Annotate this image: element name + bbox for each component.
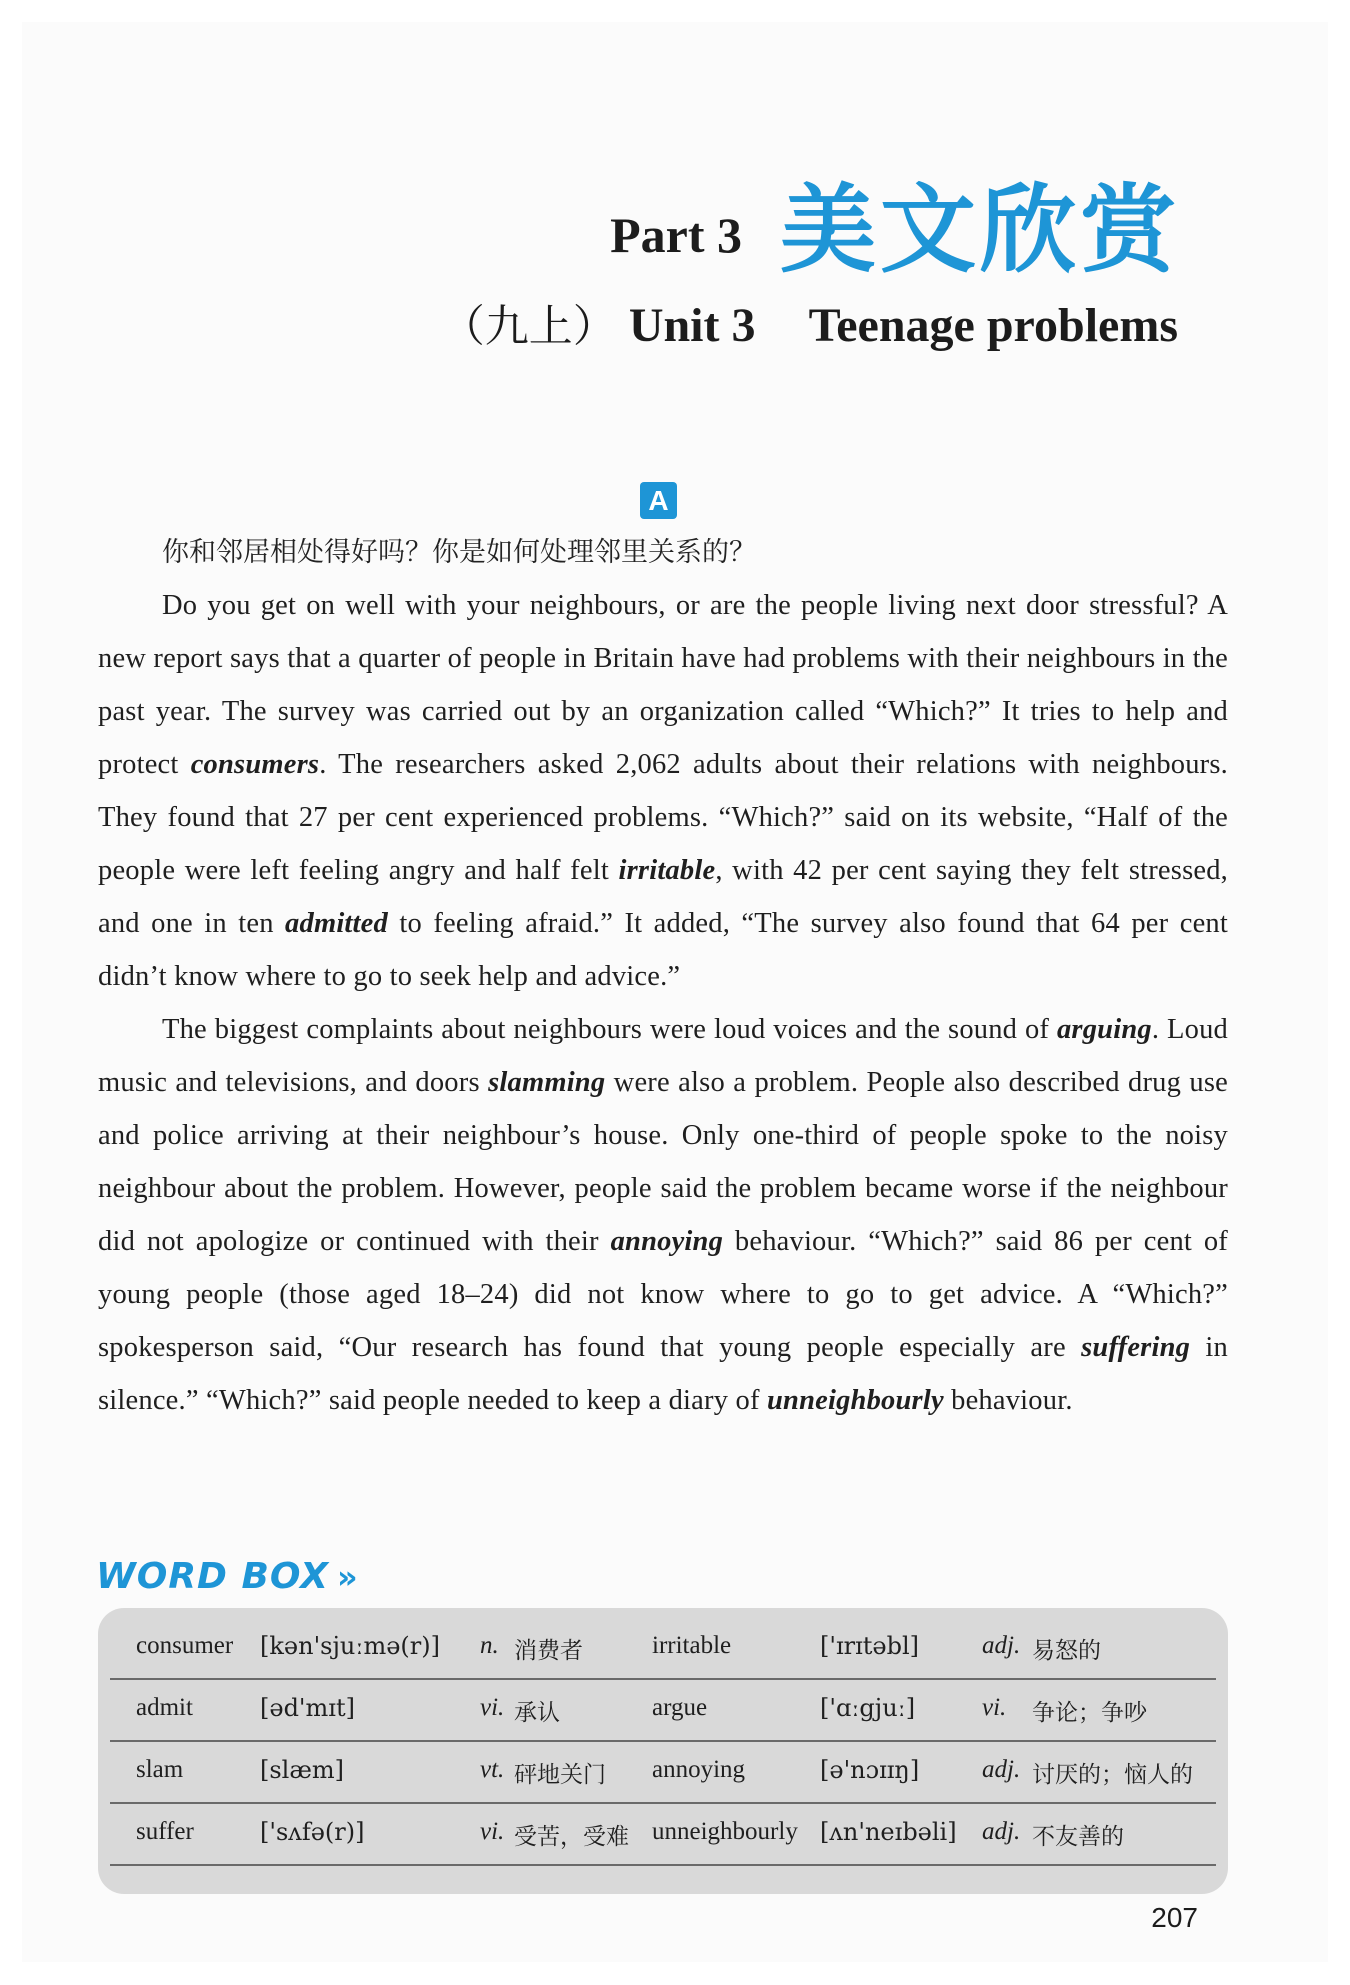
chevron-right-icon: » [336,1558,359,1596]
unit-label: Unit 3 [628,299,756,352]
keyword: annoying [610,1226,724,1257]
keyword: arguing [1056,1014,1152,1045]
keyword: consumers [190,749,320,780]
unit-heading [441,290,1178,354]
keyword: unneighbourly [766,1385,944,1416]
part-heading [610,174,1180,286]
section-question: 你和邻居相处得好吗？你是如何处理邻里关系的？ [162,537,756,568]
page-number: 207 [1151,1902,1198,1933]
word-row: admit [əd'mɪt] vi. 承认 argue ['ɑːgjuː] vi. 争论；争吵 [110,1680,1216,1742]
word-row: suffer ['sʌfə(r)] vi. 受苦，受难 unneighbourly [ʌn'neɪbəli] adj. 不友善的 [110,1804,1216,1866]
keyword: admitted [285,908,388,939]
textbook-page [22,22,1328,1962]
keyword: irritable [618,855,716,886]
paragraph-2: The biggest complaints about neighbours were loud voices and the sound of arguing. Loud music and televisions, and doors slamming were also a problem. People also described drug use and police arriving at their neighbour’s house. Only one-third of people spoke to the noisy neighbour about the problem. However, people said the problem became worse if the neighbour did not apologize or continued with their annoying behaviour. “Which?” said 86 per cent of young people (those aged 18–24) did not know where to go to get advice. A “Which?” spokesperson said, “Our research has found that young people especially are suffering in silence.” “Which?” said people needed to keep a diary of unneighbourly behaviour. [98,1014,1228,1416]
part-title-cn: 美文欣赏 [780,174,1180,286]
keyword: slamming [488,1067,606,1098]
reading-passage [98,579,1228,1427]
word-box-table [98,1608,1228,1894]
word-box-title: WORD BOX » [96,1556,359,1597]
paragraph-1: Do you get on well with your neighbours, or are the people living next door stressful? A new report says that a quarter of people in Britain have had problems with their neighbours in the past year. The survey was carried out by an organization called “Which?” It tries to help and protect consumers. The researchers asked 2,062 adults about their relations with neighbours. They found that 27 per cent experienced problems. “Which?” said on its website, “Half of the people were left feeling angry and half felt irritable, with 42 per cent saying they felt stressed, and one in ten admitted to feeling afraid.” It added, “The survey also found that 64 per cent didn’t know where to go to seek help and advice.” [98,590,1229,992]
unit-title: Teenage problems [808,299,1178,352]
word-row: consumer [kən'sjuːmə(r)] n. 消费者 irritable ['ɪrɪtəbl] adj. 易怒的 [110,1618,1216,1680]
section-badge: A [640,482,677,519]
word-row: slam [slæm] vt. 砰地关门 annoying [ə'nɔɪɪŋ] adj. 讨厌的；恼人的 [110,1742,1216,1804]
part-label: Part 3 [610,207,742,263]
keyword: suffering [1081,1332,1191,1363]
grade-label: （九上） [440,301,617,352]
